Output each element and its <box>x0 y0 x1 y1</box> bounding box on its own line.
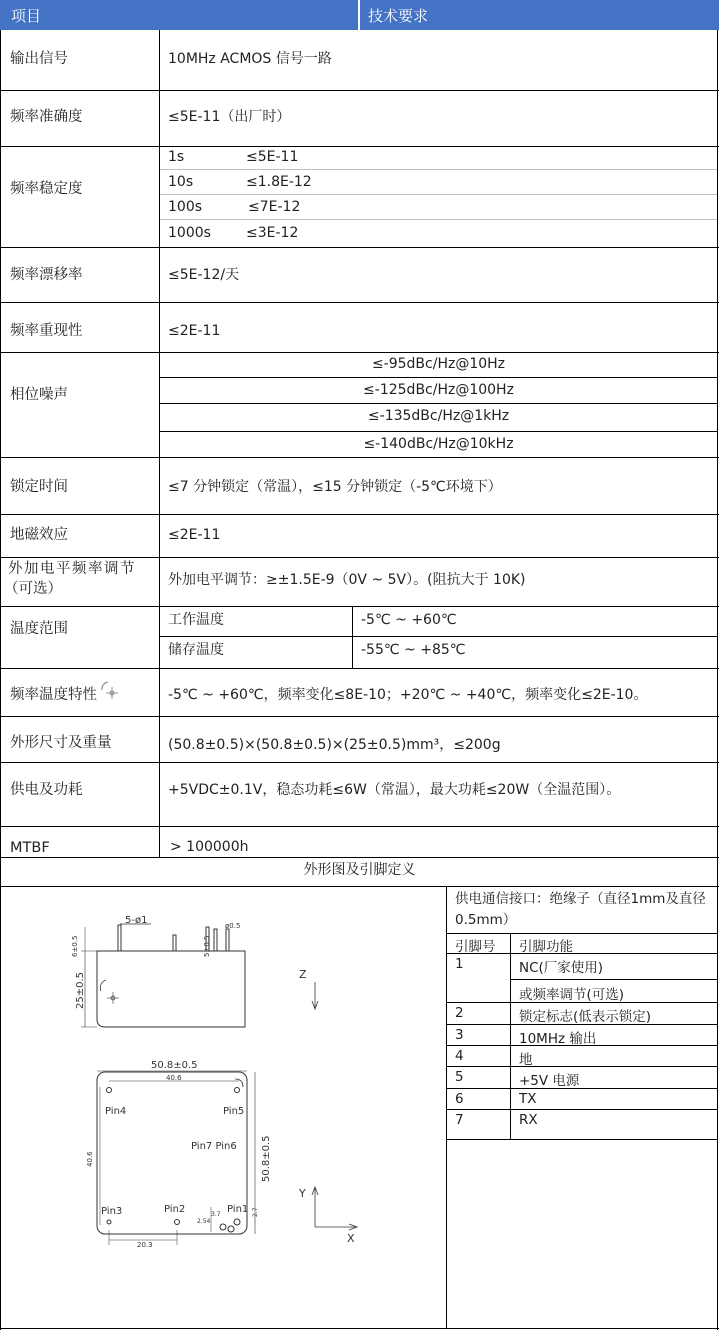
axis-y-label: Y <box>299 1187 306 1200</box>
pin3-marker <box>107 1220 111 1224</box>
pin-function: 地 <box>519 1052 533 1068</box>
side-pin <box>214 929 217 951</box>
subrow-separator <box>160 403 717 404</box>
value-output: 10MHz ACMOS 信号一路 <box>168 51 332 67</box>
row-separator <box>0 90 719 91</box>
label-ext-optional: （可选） <box>4 581 62 597</box>
pin2-marker <box>175 1220 180 1225</box>
dim-side-height: 25±0.5 <box>75 971 86 1009</box>
row-separator <box>0 668 719 669</box>
dim-top-width: 50.8±0.5 <box>151 1060 198 1071</box>
dim-bottom: 20.3 <box>137 1241 153 1249</box>
label-lock: 锁定时间 <box>10 479 68 495</box>
stability-time: 100s <box>168 199 203 215</box>
dim-top-inner-v: 40.6 <box>86 1151 94 1167</box>
pin6-marker <box>220 1224 226 1230</box>
pinout-column-divider <box>510 933 511 1139</box>
side-pin <box>118 925 121 951</box>
pinout-separator <box>446 1088 717 1089</box>
label-pin3: Pin3 <box>101 1206 123 1217</box>
label-output: 输出信号 <box>10 51 68 67</box>
temp-work-value: -5℃ ~ +60℃ <box>361 612 457 628</box>
table-border-bottom <box>0 1328 719 1329</box>
value-mtbf: > 100000h <box>170 839 249 855</box>
subrow-separator <box>160 219 717 220</box>
stability-value: ≤3E-12 <box>246 225 299 241</box>
pin-number: 1 <box>455 956 464 972</box>
phase-noise-item: ≤-125dBc/Hz@100Hz <box>363 382 514 398</box>
label-mtbf: MTBF <box>10 840 50 856</box>
row-separator <box>0 352 719 353</box>
pin-function: NC(厂家使用) <box>519 960 604 976</box>
value-size: (50.8±0.5)×(50.8±0.5)×(25±0.5)mm³，≤200g <box>168 737 501 753</box>
crosshair-icon <box>98 678 120 704</box>
pinout-separator <box>446 1139 717 1140</box>
side-pin <box>226 929 229 951</box>
row-separator <box>0 146 719 147</box>
side-view-body <box>97 951 245 1027</box>
subrow-separator <box>160 377 717 378</box>
dim-d37: 3.7 <box>211 1211 221 1218</box>
value-power: +5VDC±0.1V，稳态功耗≤6W（常温），最大功耗≤20W（全温范围）。 <box>168 782 621 798</box>
pinout-head-pin: 引脚号 <box>455 939 496 955</box>
pin-function: +5V 电源 <box>519 1073 580 1089</box>
value-geomag: ≤2E-11 <box>168 527 221 543</box>
pinout-intro <box>455 889 717 931</box>
label-pin67: Pin7 Pin6 <box>191 1141 237 1152</box>
label-pin5: Pin5 <box>223 1106 245 1117</box>
value-accuracy: ≤5E-11（出厂时） <box>168 109 291 125</box>
label-size: 外形尺寸及重量 <box>10 735 112 751</box>
pinout-intro-text: 供电通信接口：绝缘子（直径1mm及直径0.5mm） <box>455 891 706 928</box>
row-separator <box>0 514 719 515</box>
row-separator <box>0 606 719 607</box>
stability-time: 1s <box>168 149 185 165</box>
pin-number: 6 <box>455 1091 464 1107</box>
label-drift: 频率漂移率 <box>10 267 83 283</box>
axis-x-label: X <box>347 1232 355 1245</box>
pinout-separator <box>510 979 717 980</box>
pin-function: 锁定标志(低表示锁定) <box>519 1009 652 1025</box>
temp-divider <box>352 606 353 668</box>
pin-number: 4 <box>455 1048 464 1064</box>
pin-function: 或频率调节(可选) <box>519 987 625 1003</box>
phase-noise-item: ≤-135dBc/Hz@1kHz <box>367 408 510 424</box>
pin-function: 10MHz 输出 <box>519 1031 597 1047</box>
dim-side-5: 5±0.5 <box>203 935 211 957</box>
header-divider <box>358 0 360 30</box>
label-phase: 相位噪声 <box>10 387 68 403</box>
label-power: 供电及功耗 <box>10 782 83 798</box>
dim-side-pins: 5-ø1 <box>125 915 148 926</box>
header-requirement: 技术要求 <box>368 7 429 25</box>
section-title: 外形图及引脚定义 <box>303 862 416 878</box>
pin7-marker <box>228 1226 234 1232</box>
header-item: 项目 <box>11 7 42 25</box>
label-pin4: Pin4 <box>105 1106 127 1117</box>
row-separator <box>0 302 719 303</box>
row-separator <box>0 762 719 763</box>
value-lock: ≤7 分钟锁定（常温），≤15 分钟锁定（-5℃环境下） <box>168 479 502 495</box>
subrow-separator <box>160 169 717 170</box>
pin-function: TX <box>519 1091 537 1107</box>
label-accuracy: 频率准确度 <box>10 109 83 125</box>
label-stability: 频率稳定度 <box>10 181 83 197</box>
temp-work-label: 工作温度 <box>168 612 224 628</box>
pin4-marker <box>107 1088 112 1093</box>
row-separator <box>0 247 719 248</box>
dim-top-inner: 40.6 <box>166 1074 182 1082</box>
label-repro: 频率重现性 <box>10 323 83 339</box>
subrow-separator <box>160 194 717 195</box>
stability-time: 10s <box>168 174 194 190</box>
label-geomag: 地磁效应 <box>10 527 68 543</box>
stability-time: 1000s <box>168 225 211 241</box>
pinout-separator <box>446 1109 717 1110</box>
label-tempchar: 频率温度特性 <box>10 687 97 703</box>
label-ext: 外加电平频率调节 <box>8 561 136 577</box>
subrow-separator <box>160 431 717 432</box>
label-pin2: Pin2 <box>164 1204 186 1215</box>
pin-function: RX <box>519 1112 538 1128</box>
axis-z-label: Z <box>299 968 307 981</box>
pin-number: 2 <box>455 1005 464 1021</box>
dim-side-d05: ø0.5 <box>225 922 241 930</box>
row-separator <box>0 857 719 858</box>
dim-d27: 2.7 <box>252 1207 259 1217</box>
row-separator <box>0 826 719 827</box>
table-header <box>0 0 719 30</box>
label-pin1: Pin1 <box>227 1204 249 1215</box>
pin5-marker <box>235 1088 240 1093</box>
pinout-separator <box>446 933 717 934</box>
pin-number: 5 <box>455 1069 464 1085</box>
phase-noise-item: ≤-95dBc/Hz@10Hz <box>371 356 506 372</box>
pinout-separator <box>446 1066 717 1067</box>
dim-top-height: 50.8±0.5 <box>261 1135 272 1182</box>
dim-d254: 2.54 <box>197 1218 211 1225</box>
row-separator <box>0 457 719 458</box>
value-tempchar: -5℃ ~ +60℃，频率变化≤8E-10；+20℃ ~ +40℃，频率变化≤2E-10。 <box>168 687 648 703</box>
table-border-right <box>717 30 718 1330</box>
pin1-marker <box>234 1219 240 1225</box>
label-temp: 温度范围 <box>10 621 68 637</box>
value-drift: ≤5E-12/天 <box>168 267 240 283</box>
phase-noise-item: ≤-140dBc/Hz@10kHz <box>363 436 514 452</box>
row-separator <box>0 557 719 558</box>
pin-number: 3 <box>455 1027 464 1043</box>
outline-drawing <box>1 887 445 1327</box>
temp-store-value: -55℃ ~ +85℃ <box>361 642 466 658</box>
pin-number: 7 <box>455 1112 464 1128</box>
value-repro: ≤2E-11 <box>168 323 221 339</box>
stability-value: ≤5E-11 <box>246 149 299 165</box>
dim-side-top: 6±0.5 <box>71 935 79 957</box>
temp-store-label: 储存温度 <box>168 642 224 658</box>
side-pin <box>173 935 176 951</box>
stability-value: ≤1.8E-12 <box>246 174 312 190</box>
pinout-head-func: 引脚功能 <box>519 939 573 955</box>
value-ext: 外加电平调节：≥±1.5E-9（0V ~ 5V）。(阻抗大于 10K) <box>168 572 526 588</box>
subrow-separator <box>160 636 717 637</box>
stability-value: ≤7E-12 <box>248 199 301 215</box>
row-separator <box>0 716 719 717</box>
